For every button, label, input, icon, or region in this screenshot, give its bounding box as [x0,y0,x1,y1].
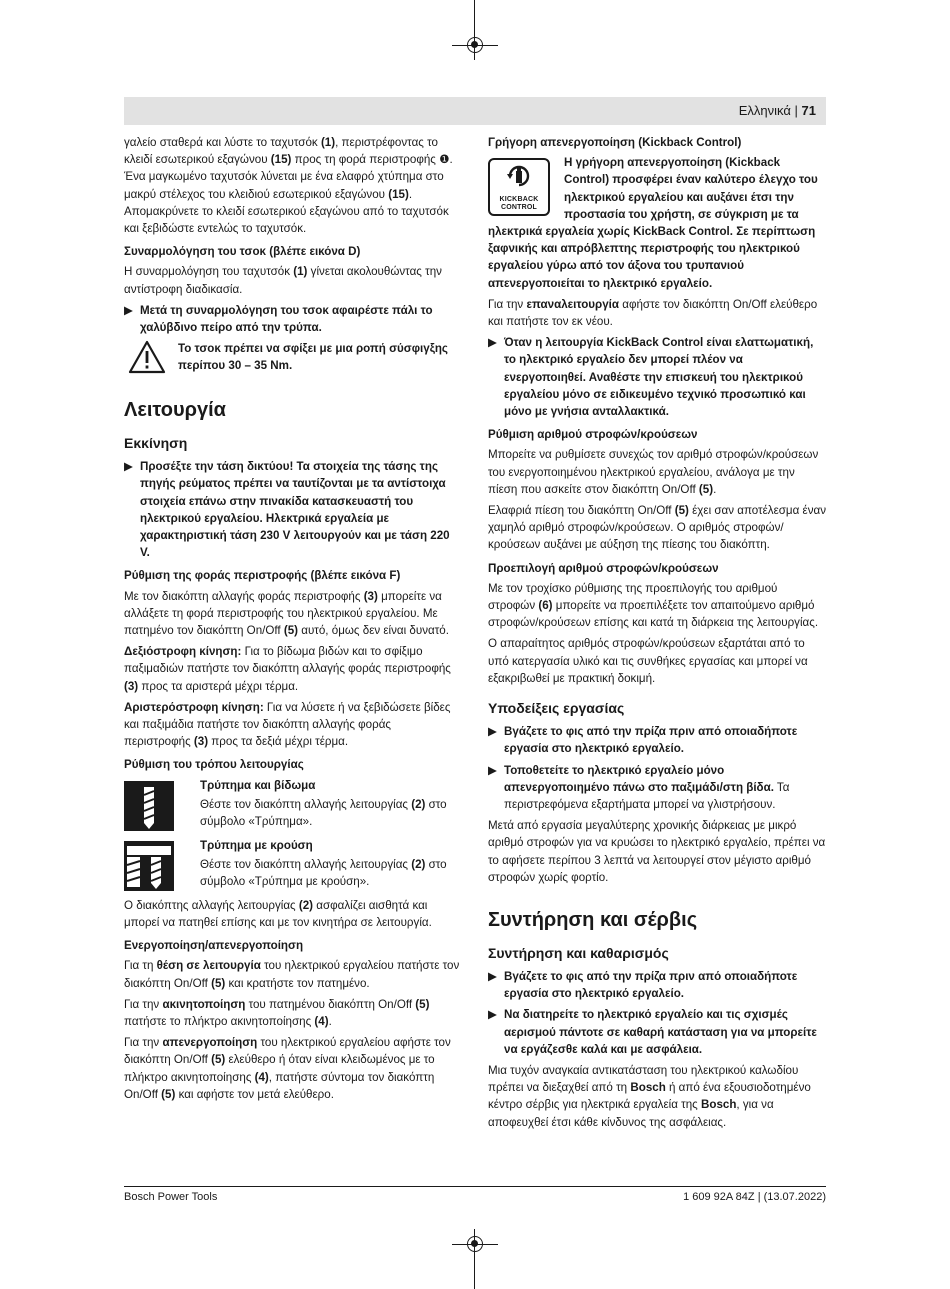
kickback-bullet: ▶ Όταν η λειτουργία KickBack Control είναι ελαττωματική, το ηλεκτρικό εργαλείο δεν μπορεί πλέον να ενεργοποιηθεί. Αναθέστε την επισκευή του ηλεκτρικού εργαλείου μόνο σε ειδικευμένο τεχνικό προσωπικό και μόνο με γνήσια ανταλλακτικά. [488,336,814,419]
arrow-icon: ▶ [488,763,497,777]
arrow-icon: ▶ [124,460,133,474]
page-number: 71 [801,103,816,118]
left-rotation-paragraph: Αριστερόστροφη κίνηση: Για να λύσετε ή να ξεβιδώσετε βίδες και παξιμάδια πατήστε τον διακόπτη αλλαγής φοράς περιστροφής (3) προς τα δεξιά μέχρι τέρμα. [124,700,451,749]
kickback-control-icon [488,158,550,216]
cleaning-bullet-1: ▶ Βγάζετε το φις από την πρίζα πριν από οποιαδήποτε εργασία στο ηλεκτρικό εργαλείο. [488,969,798,1001]
preset-title: Προεπιλογή αριθμού στροφών/κρούσεων [488,561,719,575]
intro-paragraph: γαλείο σταθερά και λύστε το ταχυτσόκ (1), περιστρέφοντας το κλειδί εσωτερικού εξαγώνου (15) προς τη φορά περιστροφής ❶. Ένα μαγκωμένο ταχυτσόκ λύνεται με ένα ελαφρό χτύπημα στο μακρύ στέλεχος του κλειδιού εσωτερικού εξαγώνου (15). Απομακρύνετε το κλειδί εσωτερικού εξαγώνου από το ταχυτσόκ και ξεβιδώστε εντελώς το ταχυτσόκ. [124,136,453,236]
working-tips-heading: Υποδείξεις εργασίας [488,700,625,717]
kickback-text-continued: ηλεκτρικά εργαλεία χωρίς KickBack Control. Σε περίπτωση ξαφνικής και απρόβλεπτης περιστροφής του ηλεκτρικού εργαλείου γύρω από τον άξονα του τρυπανιού απενεργοποιείται το ηλεκτρικό εργαλείο. [488,225,816,290]
arrow-icon: ▶ [488,969,497,983]
tips-paragraph: Μετά από εργασία μεγαλύτερης χρονικής διάρκειας με μικρό αριθμό στροφών για να κρυώσει το ηλεκτρικό εργαλείο, πρέπει να το αφήσετε περίπου 3 λεπτά να λειτουργεί στον μέγιστο αριθμό στροφών χωρίς φορτίο. [488,819,826,884]
footer-brand: Bosch Power Tools [124,1191,218,1203]
arrow-icon: ▶ [124,303,133,317]
speed-title: Ρύθμιση αριθμού στροφών/κρούσεων [488,428,698,442]
preset-paragraph-1: Με τον τροχίσκο ρύθμισης της προεπιλογής του αριθμού στροφών (6) μπορείτε να προεπιλέξετε τον απαιτούμενο αριθμό στροφών/κρούσεων επίσης και κατά τη διάρκεια της λειτουργίας. [488,581,819,630]
kickback-icon-line1: KICKBACK [499,196,539,204]
mode-switch-paragraph: Ο διακόπτης αλλαγής λειτουργίας (2) ασφαλίζει αισθητά και μπορεί να πατηθεί επίσης και με τον κινητήρα σε λειτουργία. [124,898,432,929]
chuck-bullet: ▶ Μετά τη συναρμολόγηση του τσοκ αφαιρέστε πάλι το χαλύβδινο πείρο από την τρύπα. [124,303,433,335]
drill-bit-icon [124,781,174,831]
chuck-assembly-title: Συναρμολόγηση του τσοκ (βλέπε εικόνα D) [124,245,361,259]
kickback-icon-line2: CONTROL [500,203,537,211]
on-off-paragraph-2: Για την ακινητοποίηση του πατημένου διακόπτη On/Off (5) πατήστε το πλήκτρο ακινητοποίησης (4). [124,997,430,1028]
impact-drilling-mode [124,837,460,893]
kickback-title: Γρήγορη απενεργοποίηση (Kickback Control) [488,136,742,149]
footer-rule [124,1186,826,1187]
arrow-icon: ▶ [488,336,497,350]
right-column [488,134,826,1135]
speed-paragraph-2: Ελαφριά πίεση του διακόπτη On/Off (5) έχει σαν αποτέλεσμα έναν χαμηλό αριθμό στροφών/κρούσεων. Ο αριθμός στροφών/κρούσεων αυξάνει με αύξηση της πίεσης του διακόπτη. [488,504,826,552]
mode-setting-title: Ρύθμιση του τρόπου λειτουργίας [124,758,304,772]
drilling-mode-text: Θέστε τον διακόπτη αλλαγής λειτουργίας (2) στο σύμβολο «Τρύπημα». [200,797,447,829]
rotation-direction-paragraph: Με τον διακόπτη αλλαγής φοράς περιστροφής (3) μπορείτε να αλλάξετε τη φορά περιστροφής του ηλεκτρικού εργαλείου. Με πατημένο τον διακόπτη On/Off (5) αυτό, όμως δεν είναι δυνατό. [124,589,449,638]
cleaning-heading: Συντήρηση και καθαρισμός [488,944,669,961]
service-heading: Συντήρηση και σέρβις [488,908,698,931]
chuck-assembly-paragraph: Η συναρμολόγηση του ταχυτσόκ (1) γίνεται ακολουθώντας την αντίστροφη διαδικασία. [124,265,442,296]
drilling-mode-title: Τρύπημα και βίδωμα [200,778,316,792]
on-off-title: Ενεργοποίηση/απενεργοποίηση [124,939,304,953]
page-header [124,97,826,125]
cable-replacement-paragraph: Μια τυχόν αναγκαία αντικατάσταση του ηλεκτρικού καλωδίου πρέπει να διεξαχθεί από τη Bosch ή από ένα εξουσιοδοτημένο κέντρο σέρβις για ηλεκτρικά εργαλεία της Bosch, για να αποφευχθεί έτσι κάθε κίνδυνος της ασφάλειας. [488,1063,811,1129]
on-off-paragraph-1: Για τη θέση σε λειτουργία του ηλεκτρικού εργαλείου πατήστε τον διακόπτη On/Off (5) και κρατήστε τον πατημένο. [124,959,460,990]
tips-bullet-1: ▶ Βγάζετε το φις από την πρίζα πριν από οποιαδήποτε εργασία στο ηλεκτρικό εργαλείο. [488,725,798,756]
right-rotation-paragraph: Δεξιόστροφη κίνηση: Για το βίδωμα βιδών και το σφίξιμο παξιμαδιών πατήστε τον διακόπτη αλλαγής φοράς περιστροφής (3) προς τα αριστερά μέχρι τέρμα. [124,645,451,693]
tips-bullet-2: ▶ Τοποθετείτε το ηλεκτρικό εργαλείο μόνο απενεργοποιημένο πάνω στο παξιμάδι/στη βίδα. Τα περιστρεφόμενα εξαρτήματα μπορεί να γλιστρήσουν. [488,763,790,811]
restart-paragraph: Για την επαναλειτουργία αφήστε τον διακόπτη On/Off ελεύθερο και πατήστε τον εκ νέου. [488,297,818,329]
arrow-icon: ▶ [488,725,497,739]
registration-mark-bottom-icon [467,1236,483,1252]
torque-warning [124,340,460,376]
warning-triangle-icon [128,340,166,374]
header-separator: | [794,103,798,118]
rotation-direction-title: Ρύθμιση της φοράς περιστροφής (βλέπε εικόνα F) [124,569,401,583]
header-language: Ελληνικά [738,103,791,118]
arrow-icon: ▶ [488,1008,497,1022]
registration-mark-top-icon [467,37,483,53]
hammer-drill-icon [124,841,174,891]
voltage-bullet: ▶ Προσέξτε την τάση δικτύου! Τα στοιχεία της τάσης της πηγής ρεύματος πρέπει να ταυτίζονται με τα αντίστοιχα στοιχεία επάνω στην πινακίδα κατασκευαστή του ηλεκτρικού εργαλείου. Ηλεκτρικά εργαλεία με χαρακτηριστική τάση 230 V λειτουργούν και με τάση 220 V. [124,460,450,560]
operation-heading: Λειτουργία [124,399,226,422]
header-text [739,103,816,118]
warning-text: Το τσοκ πρέπει να σφίξει με μια ροπή σύσφιγξης περίπου 30 – 35 Nm. [178,342,448,373]
preset-paragraph-2: Ο απαραίτητος αριθμός στροφών/κρούσεων εξαρτάται από το υπό κατεργασία υλικό και τις συνθήκες εργασίας και μπορεί να εξακριβωθεί με πρακτική δοκιμή. [488,637,808,685]
left-column [124,134,460,1107]
kickback-text: Η γρήγορη απενεργοποίηση (Kickback Control) προσφέρει έναν καλύτερο έλεγχο του ηλεκτρικού εργαλείου και αυξάνει έτσι την προστασία του χρήστη, σε σύγκριση με τα [564,156,818,221]
on-off-paragraph-3: Για την απενεργοποίηση του ηλεκτρικού εργαλείου αφήστε τον διακόπτη On/Off (5) ελεύθερο ή όταν είναι κλειδωμένος με το πλήκτρο ακινητοποίησης (4), πατήστε σύντομα τον διακόπτη On/Off (5) και αφήστε τον μετά ελεύθερο. [124,1036,451,1101]
cleaning-bullet-2: ▶ Να διατηρείτε το ηλεκτρικό εργαλείο και τις σχισμές αερισμού πάντοτε σε καθαρή κατάσταση για να μπορείτε να εργάζεσθε καλά και με ασφάλεια. [488,1008,817,1056]
kickback-block [488,154,826,223]
impact-drilling-mode-title: Τρύπημα με κρούση [200,838,313,852]
impact-drilling-mode-text: Θέστε τον διακόπτη αλλαγής λειτουργίας (2) στο σύμβολο «Τρύπημα με κρούση». [200,857,447,889]
start-heading: Εκκίνηση [124,435,188,452]
speed-paragraph-1: Μπορείτε να ρυθμίσετε συνεχώς τον αριθμό στροφών/κρούσεων του ενεργοποιημένου ηλεκτρικού εργαλείου, ανάλογα με την πίεση που ασκείτε στον διακόπτη On/Off (5). [488,448,819,496]
footer-doc-number: 1 609 92A 84Z | (13.07.2022) [683,1191,826,1203]
drilling-mode [124,777,460,833]
